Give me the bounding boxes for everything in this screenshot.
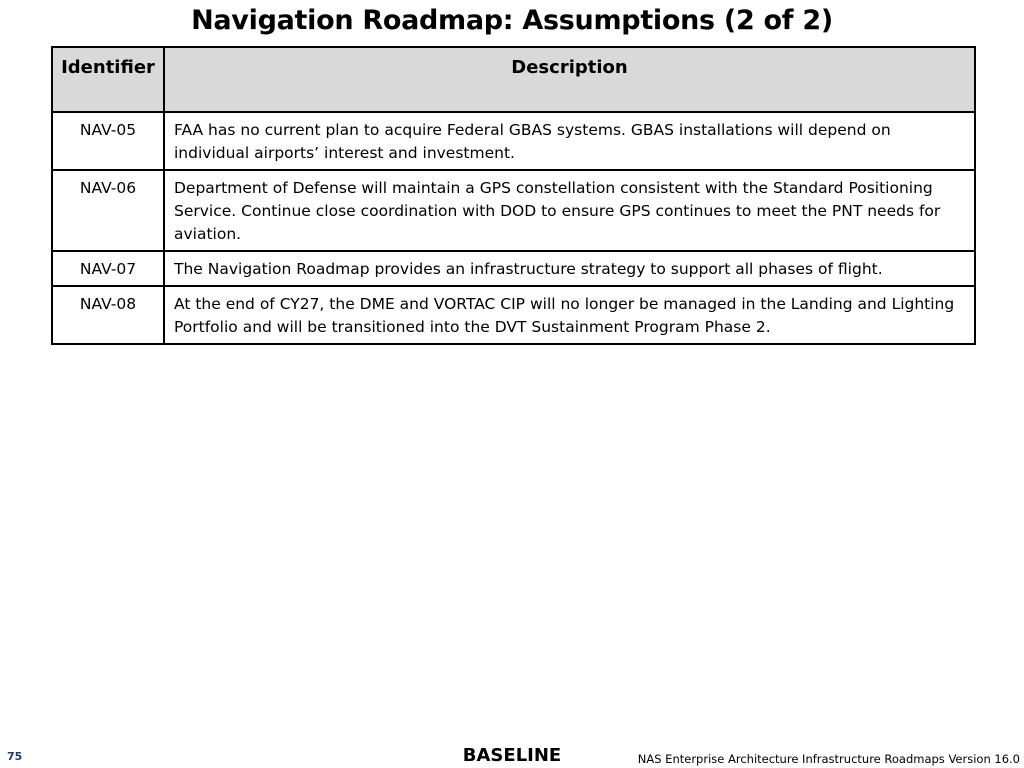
row-description: Department of Defense will maintain a GPS constellation consistent with the Standard Positioning Service. Continue close coordination with DOD to ensure GPS continues to meet the PNT needs for aviation. [164, 170, 975, 251]
row-identifier: NAV-05 [52, 112, 164, 170]
table-row [52, 286, 975, 344]
row-description: FAA has no current plan to acquire Federal GBAS systems. GBAS installations will depend on individual airports’ interest and investment. [164, 112, 975, 170]
page-title: Navigation Roadmap: Assumptions (2 of 2) [191, 5, 833, 36]
page-number: 75 [7, 750, 23, 763]
row-description: At the end of CY27, the DME and VORTAC CIP will no longer be managed in the Landing and Lighting Portfolio and will be transitioned into the DVT Sustainment Program Phase 2. [164, 286, 975, 344]
table-header-row [52, 47, 975, 112]
header-identifier: Identifier [52, 47, 164, 112]
baseline-label: BASELINE [462, 745, 562, 766]
table-row [52, 112, 975, 170]
document-name: NAS Enterprise Architecture Infrastructure Roadmaps Version 16.0 [637, 752, 1020, 766]
header-description: Description [164, 47, 975, 112]
table-row [52, 170, 975, 251]
row-identifier: NAV-06 [52, 170, 164, 251]
row-identifier: NAV-08 [52, 286, 164, 344]
row-description: The Navigation Roadmap provides an infrastructure strategy to support all phases of flight. [164, 251, 975, 286]
row-identifier: NAV-07 [52, 251, 164, 286]
assumptions-table [51, 46, 976, 345]
table-row [52, 251, 975, 286]
